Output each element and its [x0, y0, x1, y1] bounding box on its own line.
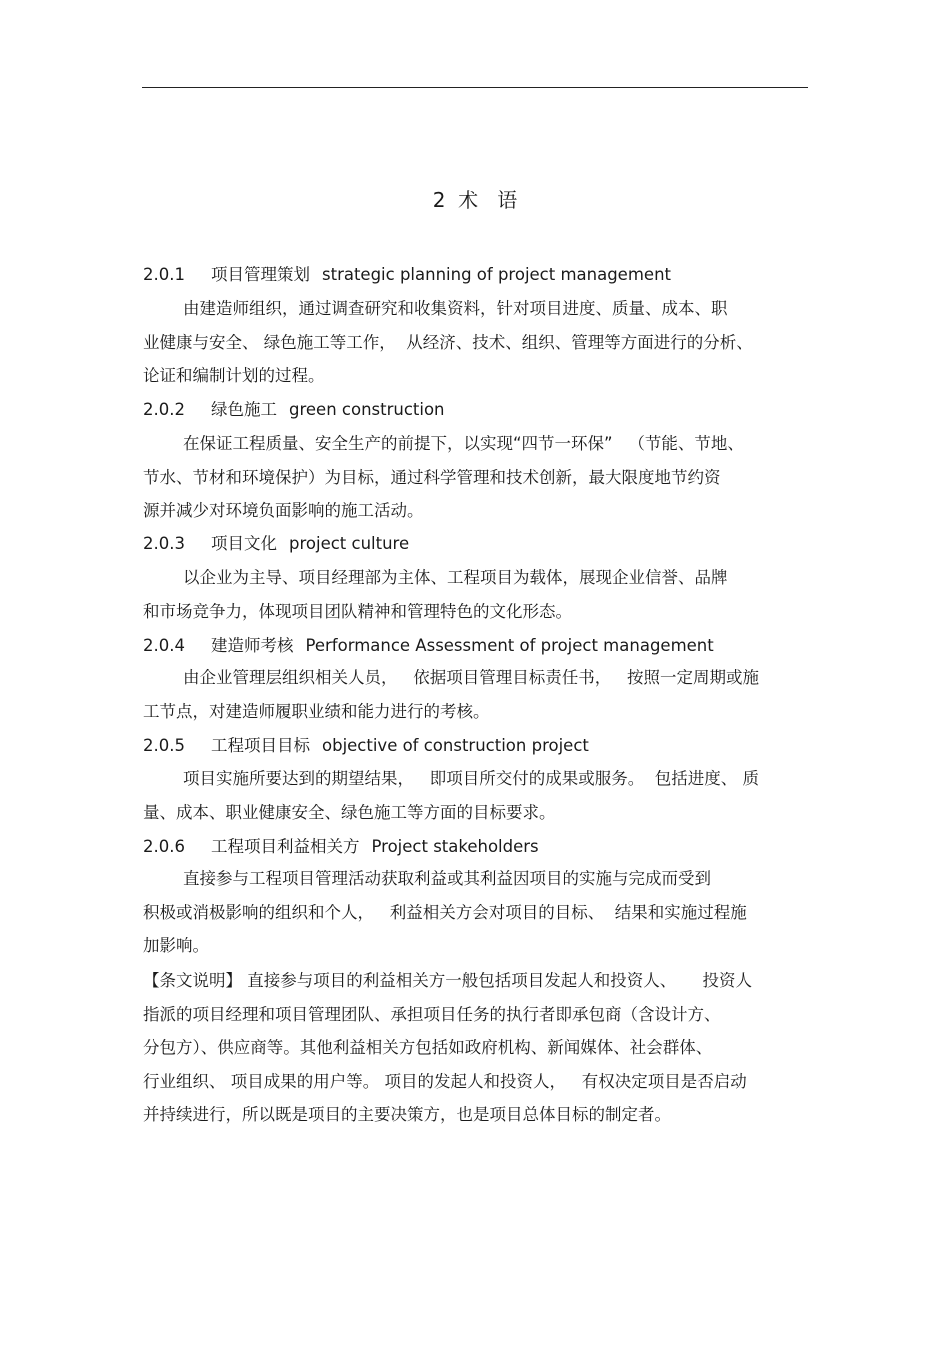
- term-en: green construction: [289, 400, 445, 419]
- note-line: 行业组织、 项目成果的用户等。 项目的发起人和投资人， 有权决定项目是否启动: [143, 1071, 747, 1091]
- term-heading: [143, 393, 813, 427]
- term-heading: [143, 527, 813, 561]
- term-number: 2.0.5: [143, 736, 185, 755]
- term-definition: [143, 862, 813, 963]
- term-number: 2.0.2: [143, 400, 185, 419]
- definition-line: 项目实施所要达到的期望结果， 即项目所交付的成果或服务。 包括进度、 质: [183, 769, 759, 788]
- term-definition: [143, 762, 813, 829]
- term-definition: [143, 561, 813, 628]
- term-cn: 绿色施工: [211, 400, 277, 419]
- definition-line: 节水、节材和环境保护）为目标，通过科学管理和技术创新，最大限度地节约资: [143, 467, 721, 487]
- term-en: strategic planning of project management: [322, 265, 671, 284]
- definition-line: 工节点，对建造师履职业绩和能力进行的考核。: [143, 701, 490, 721]
- term-heading: [143, 729, 813, 763]
- term-en: Performance Assessment of project management: [305, 636, 714, 655]
- term-cn: 项目管理策划: [211, 265, 310, 284]
- term-definition: [143, 292, 813, 393]
- definition-line: 在保证工程质量、安全生产的前提下，以实现“四节一环保” （节能、节地、: [183, 434, 744, 453]
- definition-line: 由建造师组织，通过调查研究和收集资料，针对项目进度、质量、成本、职: [183, 299, 728, 318]
- definition-line: 论证和编制计划的过程。: [143, 366, 325, 385]
- term-definition: [143, 427, 813, 528]
- term-en: Project stakeholders: [371, 837, 539, 856]
- clause-explanation: [143, 964, 813, 1132]
- note-line: 指派的项目经理和项目管理团队、承担项目任务的执行者即承包商（含设计方、: [143, 1004, 721, 1024]
- term-number: 2.0.6: [143, 837, 185, 856]
- chapter-title: 2 术 语: [432, 188, 518, 212]
- term-definition: [143, 661, 813, 728]
- note-line: 【条文说明】 直接参与项目的利益相关方一般包括项目发起人和投资人、 投资人: [143, 971, 752, 990]
- term-heading: [143, 258, 813, 292]
- term-number: 2.0.4: [143, 636, 185, 655]
- header-rule: [142, 87, 808, 88]
- definition-line: 业健康与安全、 绿色施工等工作， 从经济、技术、组织、管理等方面进行的分析、: [143, 332, 753, 352]
- note-line: 分包方）、供应商等。其他利益相关方包括如政府机构、新闻媒体、社会群体、: [143, 1038, 713, 1057]
- definition-line: 量、成本、职业健康安全、绿色施工等方面的目标要求。: [143, 802, 556, 822]
- definition-line: 由企业管理层组织相关人员， 依据项目管理目标责任书， 按照一定周期或施: [183, 668, 759, 687]
- definition-line: 直接参与工程项目管理活动获取利益或其利益因项目的实施与完成而受到: [183, 869, 711, 888]
- term-heading: [143, 629, 813, 663]
- definition-line: 以企业为主导、项目经理部为主体、工程项目为载体，展现企业信誉、品牌: [183, 568, 728, 587]
- term-number: 2.0.3: [143, 534, 185, 553]
- definition-line: 和市场竞争力，体现项目团队精神和管理特色的文化形态。: [143, 601, 572, 621]
- definition-line: 源并减少对环境负面影响的施工活动。: [143, 501, 424, 520]
- term-en: project culture: [289, 534, 410, 553]
- term-cn: 工程项目目标: [211, 736, 310, 755]
- term-cn: 项目文化: [211, 534, 277, 553]
- term-en: objective of construction project: [322, 736, 589, 755]
- term-heading: [143, 830, 813, 864]
- term-cn: 工程项目利益相关方: [211, 837, 360, 856]
- term-number: 2.0.1: [143, 265, 185, 284]
- definition-line: 积极或消极影响的组织和个人， 利益相关方会对项目的目标、 结果和实施过程施: [143, 902, 747, 922]
- definition-line: 加影响。: [143, 936, 209, 955]
- term-cn: 建造师考核: [211, 636, 294, 655]
- note-line: 并持续进行，所以既是项目的主要决策方，也是项目总体目标的制定者。: [143, 1105, 671, 1124]
